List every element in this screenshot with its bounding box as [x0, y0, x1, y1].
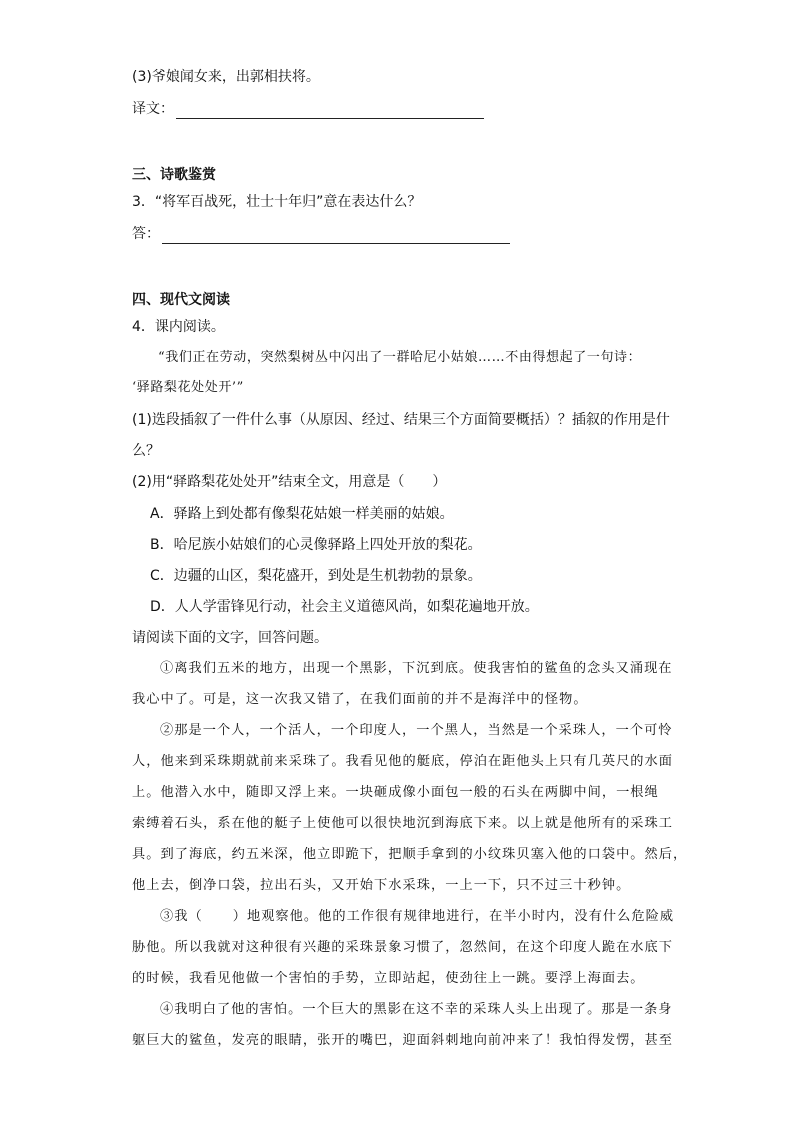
question-4: 4．课内阅读。 — [132, 319, 225, 335]
passage-line: 上。他潜入水中，随即又浮上来。一块砸成像小面包一般的石头在两脚中间，一根绳 — [132, 785, 659, 800]
answer-label: 答： — [132, 226, 160, 242]
passage-line: 我心中了。可是，这一次我又错了，在我们面前的并不是海洋中的怪物。 — [132, 692, 588, 707]
passage-line: 躯巨大的鲨鱼，发亮的眼睛，张开的嘴巴，迎面斜刺地向前冲来了！我怕得发愣，甚至 — [132, 1033, 674, 1048]
quote-line-2: ‘驿路梨花处处开’” — [132, 380, 244, 395]
option-a: A．驿路上到处都有像梨花姑娘一样美丽的姑娘。 — [150, 506, 454, 522]
passage-line: 索缚着石头，系在他的艇子上使他可以很快地沉到海底下来。以上就是他所有的采珠工 — [132, 816, 674, 831]
sub-question-2-text: (2)用“驿路梨花处处开”结束全文，用意是（ — [132, 474, 405, 490]
passage-line: ①离我们五米的地方，出现一个黑影，下沉到底。使我害怕的鲨鱼的念头又涌现在 — [160, 661, 673, 676]
passage-line: 人，他来到采珠期就前来采珠了。我看见他的艇底，停泊在距他头上只有几英尺的水面 — [132, 754, 674, 769]
answer-line-3 — [132, 224, 510, 244]
passage-line: ②那是一个人，一个活人，一个印度人，一个黑人，当然是一个采珠人，一个可怜 — [160, 723, 673, 738]
quote-line-1: “我们正在劳动，突然梨树丛中闪出了一群哈尼小姑娘……不由得想起了一句诗： — [158, 350, 642, 365]
section-heading-poetry: 三、诗歌鉴赏 — [132, 167, 216, 183]
sub-question-1-line-1: (1)选段插叙了一件什么事（从原因、经过、结果三个方面简要概括）？插叙的作用是什 — [132, 412, 670, 428]
sub-question-2-close: ） — [432, 474, 447, 490]
section-heading-modern-reading: 四、现代文阅读 — [132, 292, 230, 308]
sub-question-2 — [132, 472, 446, 492]
question-item-3: (3)爷娘闻女来，出郭相扶将。 — [132, 69, 320, 85]
translation-answer-line — [132, 99, 484, 119]
passage-line: 具。到了海底，约五米深，他立即跪下，把顺手拿到的小纹珠贝塞入他的口袋中。然后， — [132, 847, 688, 862]
passage-fill-suffix: ）地观察他。他的工作很有规律地进行，在半小时内，没有什么危险威 — [232, 909, 675, 924]
option-b: B．哈尼族小姑娘们的心灵像驿路上四处开放的梨花。 — [150, 537, 482, 553]
passage-fill-prefix: ③我（ — [160, 909, 203, 924]
passage-line: 胁他。所以我就对这种很有兴趣的采珠景象习惯了，忽然间，在这个印度人跪在水底下 — [132, 940, 674, 955]
translation-blank[interactable] — [176, 104, 484, 119]
option-c: C．边疆的山区，梨花盛开，到处是生机勃勃的景象。 — [150, 568, 482, 584]
answer-blank-3[interactable] — [162, 229, 510, 244]
passage-line: ④我明白了他的害怕。一个巨大的黑影在这不幸的采珠人头上出现了。那是一条身 — [160, 1002, 673, 1017]
question-3: 3．“将军百战死，壮士十年归”意在表达什么？ — [132, 194, 422, 210]
sub-question-1-line-2: 么？ — [132, 443, 160, 459]
option-d: D．人人学雷锋见行动，社会主义道德风尚，如梨花遍地开放。 — [150, 599, 539, 615]
passage-line-fill-in — [160, 907, 674, 927]
passage-line: 的时候，我看见他做一个害怕的手势，立即站起，使劲往上一跳。要浮上海面去。 — [132, 971, 645, 986]
translation-label: 译文： — [132, 101, 174, 117]
reading-intro: 请阅读下面的文字，回答问题。 — [132, 630, 328, 646]
passage-line: 他上去，倒净口袋，拉出石头，又开始下水采珠，一上一下，只不过三十秒钟。 — [132, 878, 631, 893]
